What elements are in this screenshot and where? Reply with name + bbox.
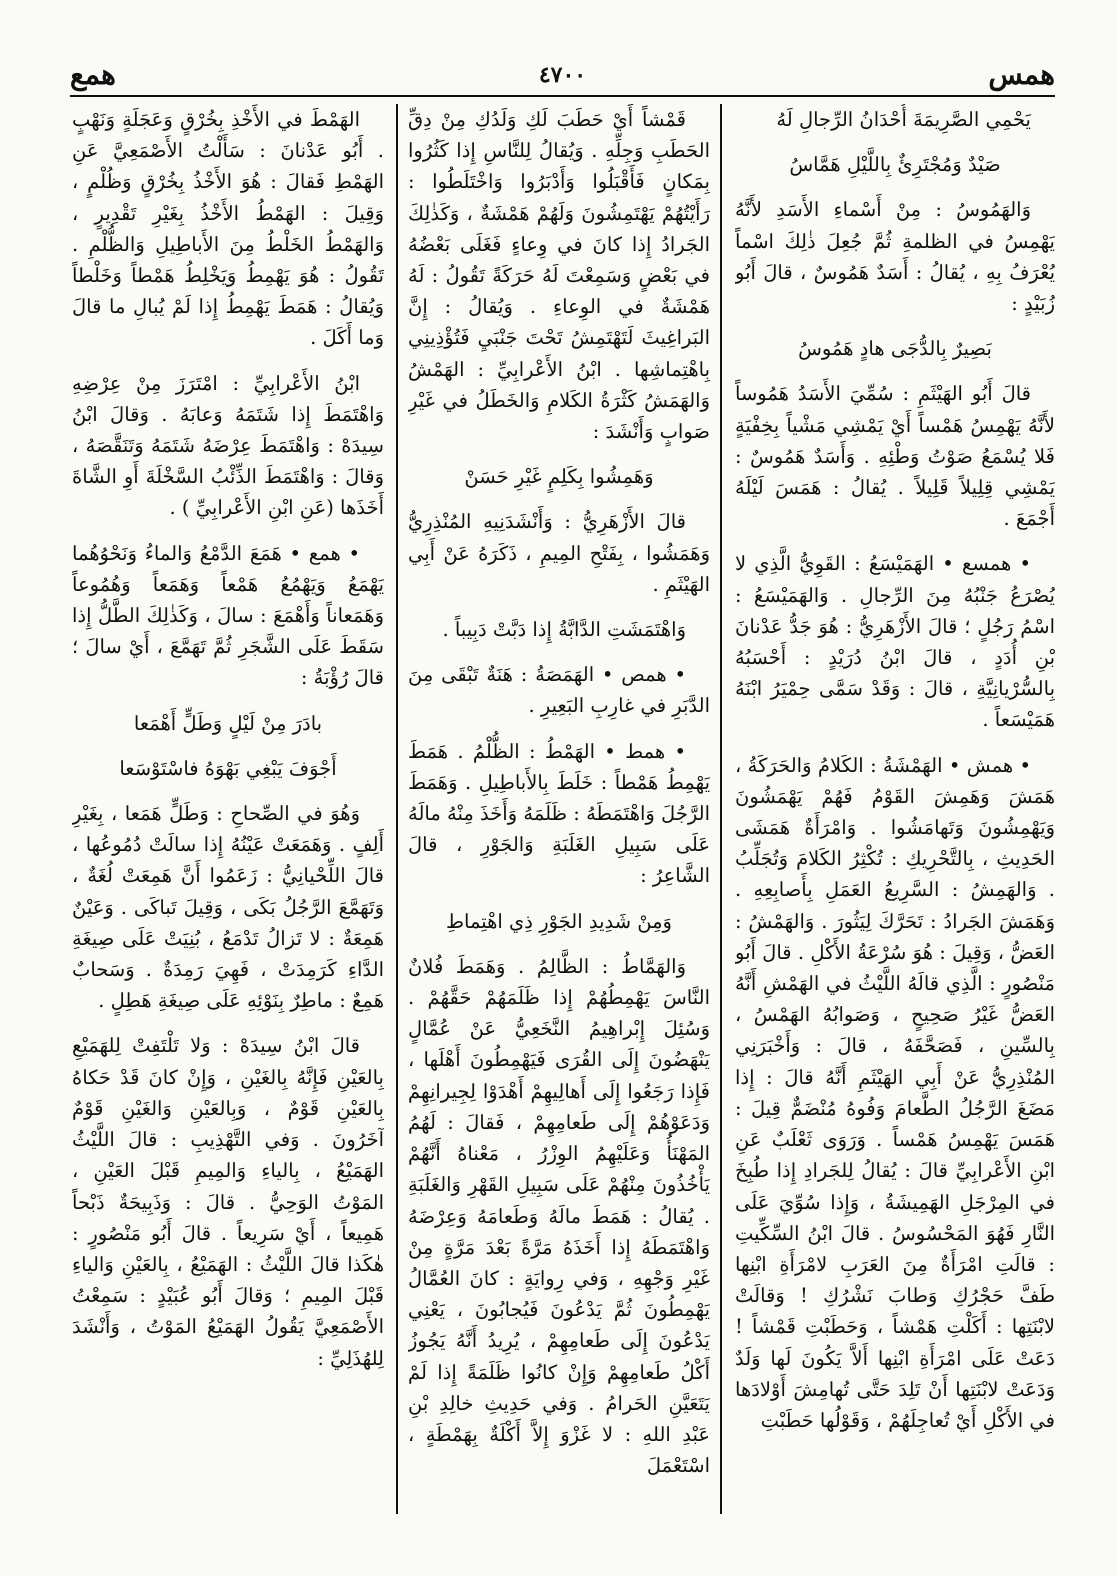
entry-paragraph: قالَ ابْنُ سِيدَهْ : وَلا تَلْتَفِتْ لِلهَمَيْعِ بِالعَيْنِ فَإِنَّهُ بِالغَيْنِ ، وَإِنْ كانَ قَدْ حَكاهُ بِالعَيْنِ قَوْمٌ ، وَبِالعَيْنِ وَالغَيْنِ قَوْمٌ آخَرُونَ . وَفي التَّهْذِيبِ : قالَ اللَّيْثُ الهَمَيْعُ ، بِالياءِ وَالمِيمِ قَبْلَ العَيْنِ ، المَوْتُ الوَحِيُّ . قالَ : وَذَبِيحَةٌ ذَبْحاً هَمِيعاً ، أَيْ سَرِيعاً . قالَ أَبُو مَنْصُورٍ : هٰكَذا قالَ اللَّيْثُ : الهَمَيْعُ ، بِالعَيْنِ وَالياءِ قَبْلَ المِيمِ ؛ وَقالَ أَبُو عُبَيْدٍ : سَمِعْتُ الأَصْمَعِيَّ يَقُولُ الهَمَيْعُ المَوْتُ ، وَأَنْشَدَ لِلهُذَلِيِّ :	[72, 1034, 384, 1370]
entry-paragraph: قالَ أَبُو الهَيْثَمِ : سُمِّيَ الأَسَدُ هَمُوساً لأَنَّهُ يَهْمِسُ هَمْساً أَيْ يَمْشِي مَشْياً بِخِفْيَةٍ فَلا يُسْمَعُ صَوْتُ وَطْئِهِ . وَأَسَدٌ هَمُوسٌ : يَمْشِي قِلِيلاً قَلِيلاً . يُقالُ : هَمَسَ لَيْلَهُ أَجْمَعَ .	[735, 382, 1055, 531]
verse-line: صَيْدٌ وَمُجْتَرِئٌ بِاللَّيْلِ هَمَّاسُ	[789, 153, 1001, 177]
entry-paragraph: وَهُوَ في الصِّحاحِ : وَطَلٍّ هَمَعا ، بِغَيْرِ أَلِفٍ . وَهَمَعَتْ عَيْنُهُ إِذا سالَتْ دُمُوعُها ، قالَ اللِّحْيانِيُّ : زَعَمُوا أَنَّ هَمِعَتْ لُغَةٌ ، وَتَهَمَّعَ الرَّجُلُ بَكَى ، وَقِيلَ تَباكَى . وَعَيْنٌ هَمِعَةٌ : لا تَزالُ تَدْمَعُ ، بُنِيَتْ عَلَى صِيغَةِ الدَّاءِ كَرَمِدَتْ ، فَهِيَ رَمِدَةٌ . وَسَحابٌ هَمِعٌ : ماطِرٌ بِنَوْئِهِ عَلَى صِيغَةِ هَطِلٍ .	[72, 802, 384, 1013]
header-left-word: همع	[70, 58, 116, 91]
page-header	[70, 58, 1055, 94]
entry-paragraph: قالَ الأَزْهَرِيُّ : وَأَنْشَدَنِيهِ المُنْذِرِيُّ وَهَمَشُوا ، بِفَتْحِ المِيمِ ، ذَكَرَهُ عَنْ أَبِي الهَيْثَمِ .	[408, 510, 710, 596]
verse-line: بادَرَ مِنْ لَيْلٍ وَطَلٍّ أَهْمَعا	[133, 711, 323, 735]
verse-line: بَصِيرٌ بِالدُّجَى هادٍ هَمُوسُ	[798, 337, 992, 361]
header-right-word: همس	[988, 58, 1055, 91]
entry-paragraph: • همص • الهَمَصَةُ : هَنَةٌ تَبْقَى مِنَ الدَّبَرِ في غارِبِ البَعِيرِ .	[408, 663, 710, 718]
entry-paragraph: وَاهْتَمَشَتِ الدَّابَّةُ إِذا دَبَّتْ دَبِيباً .	[442, 618, 686, 642]
entry-paragraph: • همسع • الهَمَيْسَعُ : القَوِيُّ الَّذِي لا يُصْرَعُ جَنْبُهُ مِنَ الرِّجالِ . وَالهَمَيْسَعُ : اسْمُ رَجُلٍ ؛ قالَ الأَزْهَرِيُّ : هُوَ جَدُّ عَدْنانَ بْنِ أُدَدٍ ، قالَ ابْنُ دُرَيْدٍ : أَحْسَبُهُ بِالسُّرْيانِيَّةِ ، قالَ : وَقَدْ سَمَّى حِمْيَرُ ابْنَهُ هَمَيْسَعاً .	[735, 552, 1055, 732]
column-right	[735, 104, 1055, 1514]
entry-paragraph: • همط • الهَمْطُ : الظُّلْمُ . هَمَطَ يَهْمِطُ هَمْطاً : خَلَطَ بِالأَباطِيلِ . وَهَمَطَ الرَّجُلَ وَاهْتَمَطَهُ : ظَلَمَهُ وَأَخَذَ مِنْهُ مالَهُ عَلَى سَبِيلِ الغَلَبَةِ وَالجَوْرِ ، قالَ الشَّاعِرُ :	[408, 739, 710, 888]
column-divider-right	[720, 104, 722, 1514]
column-divider-left	[396, 104, 398, 1514]
entry-paragraph: • همش • الهَمْشَةُ : الكَلامُ وَالحَرَكَةُ ، هَمَشَ وَهَمِشَ القَوْمُ فَهُمْ يَهْمَشُونَ وَيَهْمِشُونَ وَتَهامَشُوا . وَامْرَأَةٌ هَمَشَى الحَدِيثِ ، بِالتَّحْرِيكِ : تُكْثِرُ الكَلامَ وَتُجَلِّبُ . وَالهَمِشُ : السَّرِيعُ العَمَلِ بِأَصابِعِهِ . وَهَمَشَ الجَرادُ : تَحَرَّكَ لِيَثُورَ . وَالهَمْشُ : العَضُّ ، وَقِيلَ : هُوَ سُرْعَةُ الأَكْلِ . قالَ أَبُو مَنْصُورٍ : الَّذِي قالَهُ اللَّيْثُ في الهَمْشِ أَنَّهُ العَضُّ غَيْرُ صَحِيحٍ ، وَصَوابُهُ الهَمْسُ ، بِالسِّينِ ، فَصَحَّفَهُ ، قالَ : وَأَخْبَرَنِي المُنْذِرِيُّ عَنْ أَبِي الهَيْثَمِ أَنَّهُ قالَ : إِذا مَضَغَ الرَّجُلُ الطَّعامَ وَفُوهُ مُنْضَمٌّ قِيلَ : هَمَسَ يَهْمِسُ هَمْساً . وَرَوَى ثَعْلَبٌ عَنِ ابْنِ الأَعْرابِيِّ قالَ : يُقالُ لِلجَرادِ إِذا طُبِخَ في المِرْجَلِ الهَمِيشَةُ ، وَإِذا سُوِّيَ عَلَى النَّارِ فَهُوَ المَحْسُوسُ . قالَ ابْنُ السِّكِّيتِ : قالَتِ امْرَأَةٌ مِنَ العَرَبِ لامْرَأَةِ ابْنِها طَفَّ حَجْرُكِ وَطابَ نَشْرُكِ ! وَقالَتْ لابْنَتِها : أَكَلْتِ هَمْشاً ، وَحَطَبْتِ قَمْشاً ! دَعَتْ عَلَى امْرَأَةِ ابْنِها أَلاَّ يَكُونَ لَها وَلَدٌ وَدَعَتْ لابْنَتِها أَنْ تَلِدَ حَتَّى تُهامِشَ أَوْلادَها في الأَكْلِ أَيْ تُعاجِلَهُمْ ، وَقَوْلُها حَطَبْتِ	[735, 753, 1055, 1432]
entry-paragraph: ابْنُ الأَعْرابِيِّ : امْتَرَزَ مِنْ عِرْضِهِ وَاهْتَمَطَ إِذا شَتَمَهُ وَعابَهُ . وَقالَ ابْنُ سِيدَهْ : وَاهْتَمَطَ عِرْضَهُ شَتَمَهُ وَتَنَقَّصَهُ ، وَقالَ : وَاهْتَمَطَ الذِّئْبُ السَّخْلَةَ أَوِ الشَّاةَ أَخَذَها (عَنِ ابْنِ الأَعْرابِيِّ ) .	[72, 371, 384, 520]
entry-paragraph: الهَمْطَ في الأَخْذِ بِخُرْقٍ وَعَجَلَةٍ وَنَهْبٍ . أَبُو عَدْنانَ : سَأَلْتُ الأَصْمَعِيَّ عَنِ الهَمْطِ فَقالَ : هُوَ الأَخْذُ بِخُرْقٍ وَظُلْمٍ ، وَقِيلَ : الهَمْطُ الأَخْذُ بِغَيْرِ تَقْدِيرٍ ، وَالهَمْطُ الخَلْطُ مِنَ الأَباطِيلِ وَالظُّلْمِ . تَقُولُ : هُوَ يَهْمِطُ وَيَخْلِطُ هَمْطاً وَخَلْطاً وَيُقالُ : هَمَطَ يَهْمِطُ إِذا لَمْ يُبالِ ما قالَ وَما أَكَلَ .	[72, 108, 384, 350]
entry-paragraph: وَالهَمَّاطُ : الظَّالِمُ . وَهَمَطَ فُلانٌ النَّاسَ يَهْمِطُهُمْ إِذا ظَلَمَهُمْ حَقَّهُمْ . وَسُئِلَ إِبْراهِيمُ النَّخَعِيُّ عَنْ عُمَّالٍ يَنْهَضُونَ إِلَى القُرَى فَيَهْمِطُونَ أَهْلَها ، فَإِذا رَجَعُوا إِلَى أَهالِيهِمْ أَهْدَوْا لِجِيرانِهِمْ وَدَعَوْهُمْ إِلَى طَعامِهِمْ ، فَقالَ : لَهُمُ المَهْنَأُ وَعَلَيْهِمُ الوِزْرُ ، مَعْناهُ أَنَّهُمْ يَأْخُذُونَ مِنْهُمْ عَلَى سَبِيلِ القَهْرِ وَالغَلَبَةِ . يُقالُ : هَمَطَ مالَهُ وَطَعامَهُ وَعِرْضَهُ وَاهْتَمَطَهُ إِذا أَخَذَهُ مَرَّةً بَعْدَ مَرَّةٍ مِنْ غَيْرِ وَجْهِهِ ، وَفي رِوايَةٍ : كانَ العُمَّالُ يَهْمِطُونَ ثُمَّ يَدْعُونَ فَيُجابُونَ ، يَعْنِي يَدْعُونَ إِلَى طَعامِهِمْ ، يُرِيدُ أَنَّهُ يَجُوزُ أَكْلُ طَعامِهِمْ وَإِنْ كانُوا ظَلَمَةً إِذا لَمْ يَتَعَيَّنِ الحَرامُ . وَفي حَدِيثِ خالِدِ بْنِ عَبْدِ اللهِ : لا غَزْوَ إِلاَّ أَكْلَةٌ بِهَمْطَةٍ ، اسْتَعْمَلَ	[408, 954, 710, 1478]
column-middle	[408, 104, 710, 1514]
entry-paragraph: يَحْمِي الصَّرِيمَةَ أُحْدَانُ الرِّجالِ لَهُ	[776, 108, 1031, 131]
header-rule	[70, 95, 1055, 97]
verse-line: أَجْوَفَ يَبْغِي بَهْوَهُ فاسْتَوْسَعا	[119, 756, 337, 780]
entry-paragraph: وَالهَمُوسُ : مِنْ أَسْماءِ الأَسَدِ لأَنَّهُ يَهْمِسُ في الظلمةِ ثُمَّ جُعِلَ ذٰلِكَ اسْماً يُعْرَفُ بِهِ ، يُقالُ : أَسَدٌ هَمُوسٌ ، قالَ أَبُو زُبَيْدٍ :	[735, 198, 1055, 316]
entry-paragraph: قَمْشاً أَيْ حَطَبَ لَكِ وَلَدُكِ مِنْ دِقِّ الحَطَبِ وَجِلِّهِ . وَيُقالُ لِلنَّاسِ إِذا كَثُرُوا بِمَكانٍ فَأَقْبَلُوا وَأَدْبَرُوا وَاخْتَلَطُوا : رَأَيْتُهُمْ يَهْتَمِشُونَ وَلَهُمْ هَمْشَةٌ ، وَكَذٰلِكَ الجَرادُ إِذا كانَ في وِعاءٍ فَغَلَى بَعْضُهُ في بَعْضٍ وَسَمِعْتَ لَهُ حَرَكَةً تَقُولُ : لَهُ هَمْشَةٌ في الوِعاءِ . وَيُقالُ : إِنَّ البَراغِيثَ لَتَهْتَمِشُ تَحْتَ جَنْبَيِ فَتُؤْذِينِي بِاهْتِماشِها . ابْنُ الأَعْرابِيِّ : الهَمْشُ وَالهَمَشُ كَثْرَةُ الكَلامِ وَالخَطَلُ في غَيْرِ صَوابٍ وَأَنْشَدَ :	[408, 108, 710, 444]
verse-line: وَهَمِشُوا بِكَلِمٍ غَيْرِ حَسَنْ	[464, 465, 654, 489]
page-number: ٤٧٠٠	[538, 62, 587, 88]
verse-line: وَمِنْ شَدِيدِ الجَوْرِ ذِي اهْتِماطِ	[446, 909, 672, 933]
column-left	[72, 104, 384, 1514]
entry-paragraph: • همع • هَمَعَ الدَّمْعُ وَالماءُ وَنَحْوُهُما يَهْمَعُ وَيَهْمُعُ هَمْعاً وَهَمَعاً وَهُمُوعاً وَهَمَعاناً وَأَهْمَعَ : سالَ ، وَكَذٰلِكَ الطَّلُّ إِذا سَقَطَ عَلَى الشَّجَرِ ثُمَّ تَهَمَّعَ ، أَيْ سالَ ؛ قالَ رُؤْبَةُ :	[72, 541, 384, 690]
